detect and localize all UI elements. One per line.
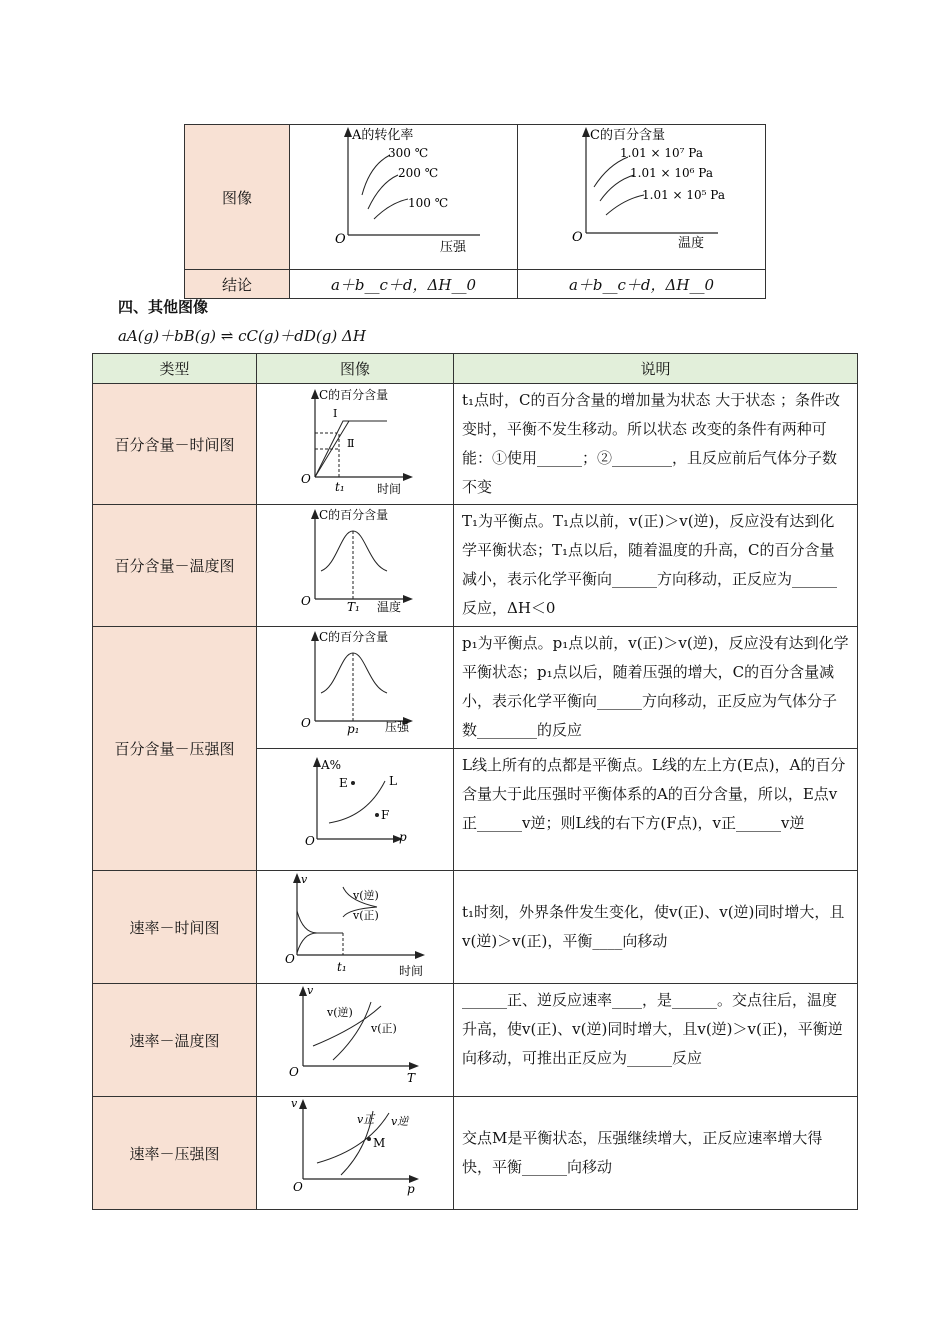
g5-tick: t₁ bbox=[337, 960, 347, 974]
g5-c1: v(逆) bbox=[353, 889, 379, 902]
g2-origin: O bbox=[301, 594, 311, 608]
row-desc: T₁为平衡点。T₁点以前，v(正)＞v(逆)，反应没有达到化学平衡状态；T₁点以后，随着温度的升高，C的百分含量减小，表示化学平衡向______方向移动，正反应为______反应，ΔH＜0 bbox=[454, 505, 858, 627]
g7-xlabel: p bbox=[407, 1182, 415, 1196]
g6-xlabel: T bbox=[407, 1071, 416, 1085]
g1-label1: Ⅰ bbox=[333, 407, 338, 420]
g2-xlabel: 温度 bbox=[377, 600, 402, 614]
rate-pressure-graph bbox=[257, 1097, 453, 1205]
g1-ylabel: C的百分含量 bbox=[319, 388, 389, 402]
row-type: 百分含量－压强图 bbox=[93, 627, 257, 871]
g7-point: M bbox=[373, 1136, 386, 1150]
percent-temperature-curve-graph bbox=[257, 505, 453, 622]
top-row2-label: 结论 bbox=[185, 270, 290, 299]
row-desc: L线上所有的点都是平衡点。L线的左上方(E点)，A的百分含量大于此压强时平衡体系的A的百分含量，所以，E点v正______v逆；则L线的右下方(F点)，v正______v逆 bbox=[454, 749, 858, 871]
left-curve-200: 200 ℃ bbox=[398, 166, 439, 180]
row-graph-cell bbox=[257, 871, 454, 984]
g1-origin: O bbox=[301, 472, 311, 486]
g4-xlabel: p bbox=[399, 830, 407, 844]
left-ylabel: A的转化率 bbox=[352, 128, 414, 143]
g2-ylabel: C的百分含量 bbox=[319, 508, 389, 522]
g1-xlabel: 时间 bbox=[377, 482, 402, 496]
row-graph-cell bbox=[257, 984, 454, 1097]
right-conclusion: a＋b__c＋d，ΔH__0 bbox=[518, 270, 766, 299]
percent-temperature-graph bbox=[518, 125, 765, 265]
row-type: 百分含量－温度图 bbox=[93, 505, 257, 627]
g3-ylabel: C的百分含量 bbox=[319, 630, 389, 644]
top-left-graph-cell bbox=[290, 125, 518, 270]
g7-c1: v正 bbox=[357, 1113, 375, 1126]
left-origin: O bbox=[335, 232, 346, 247]
right-curve-5: 1.01 × 10⁵ Pa bbox=[642, 188, 725, 202]
right-origin: O bbox=[572, 230, 583, 245]
g6-ylabel: v bbox=[307, 984, 314, 997]
row-graph-cell bbox=[257, 1097, 454, 1210]
left-curve-100: 100 ℃ bbox=[408, 196, 449, 210]
row-graph-cell bbox=[257, 627, 454, 749]
row-graph-cell bbox=[257, 749, 454, 871]
row-type: 速率－压强图 bbox=[93, 1097, 257, 1210]
g6-c1: v(逆) bbox=[327, 1006, 353, 1019]
left-curve-300: 300 ℃ bbox=[388, 146, 429, 160]
g4-origin: O bbox=[305, 834, 315, 848]
row-desc: p₁为平衡点。p₁点以前，v(正)＞v(逆)，反应没有达到化学平衡状态；p₁点以后，随着压强的增大，C的百分含量减小，表示化学平衡向______方向移动，正反应为气体分子数________的反应 bbox=[454, 627, 858, 749]
g5-ylabel: v bbox=[301, 873, 308, 886]
g7-ylabel: v bbox=[291, 1097, 298, 1110]
top-right-graph-cell bbox=[518, 125, 766, 270]
main-table bbox=[92, 353, 858, 1210]
header-desc: 说明 bbox=[454, 354, 858, 384]
g4-line: L bbox=[389, 774, 397, 788]
g6-c2: v(正) bbox=[371, 1022, 397, 1035]
g3-tick: p₁ bbox=[347, 722, 360, 736]
section-title: 四、其他图像 bbox=[118, 298, 209, 316]
g5-c2: v(正) bbox=[353, 909, 379, 922]
g4-point-e: E bbox=[339, 776, 348, 790]
row-desc: t₁时刻，外界条件发生变化，使v(正)、v(逆)同时增大，且v(逆)＞v(正)，平衡____向移动 bbox=[454, 871, 858, 984]
right-xlabel: 温度 bbox=[678, 236, 705, 251]
g4-ylabel: A% bbox=[321, 758, 342, 772]
top-row1-label: 图像 bbox=[185, 125, 290, 270]
g7-origin: O bbox=[293, 1180, 303, 1194]
g3-origin: O bbox=[301, 716, 311, 730]
row-desc: 交点M是平衡状态，压强继续增大，正反应速率增大得快，平衡______向移动 bbox=[454, 1097, 858, 1210]
g7-c2: v逆 bbox=[391, 1115, 409, 1128]
percent-pressure-graph bbox=[257, 627, 453, 744]
g4-point-f: F bbox=[381, 808, 390, 822]
header-type: 类型 bbox=[93, 354, 257, 384]
row-type: 速率－时间图 bbox=[93, 871, 257, 984]
g3-xlabel: 压强 bbox=[385, 720, 410, 734]
rate-time-graph bbox=[257, 871, 453, 979]
g1-label2: Ⅱ bbox=[347, 437, 355, 450]
row-graph-cell bbox=[257, 505, 454, 627]
g2-tick: T₁ bbox=[347, 600, 360, 614]
right-ylabel: C的百分含量 bbox=[590, 128, 665, 143]
right-curve-6: 1.01 × 10⁶ Pa bbox=[630, 166, 713, 180]
header-graph: 图像 bbox=[257, 354, 454, 384]
left-conclusion: a＋b__c＋d，ΔH__0 bbox=[290, 270, 518, 299]
g6-origin: O bbox=[289, 1065, 299, 1079]
g5-origin: O bbox=[285, 952, 295, 966]
right-curve-7: 1.01 × 10⁷ Pa bbox=[620, 146, 703, 160]
conversion-pressure-graph bbox=[290, 125, 517, 265]
row-type: 速率－温度图 bbox=[93, 984, 257, 1097]
row-desc: ______正、逆反应速率____，是______。交点往后，温度升高，使v(正)、v(逆)同时增大，且v(逆)＞v(正)，平衡逆向移动，可推出正反应为______反应 bbox=[454, 984, 858, 1097]
rate-temperature-graph bbox=[257, 984, 453, 1092]
equation: aA(g)＋bB(g) ⇌ cC(g)＋dD(g) ΔH bbox=[118, 327, 366, 345]
g1-tick: t₁ bbox=[335, 480, 345, 494]
a-percent-pressure-graph bbox=[257, 749, 453, 866]
g5-xlabel: 时间 bbox=[399, 964, 424, 978]
row-type: 百分含量－时间图 bbox=[93, 384, 257, 505]
row-graph-cell bbox=[257, 384, 454, 505]
top-table bbox=[184, 124, 766, 299]
percent-time-graph bbox=[257, 385, 453, 499]
left-xlabel: 压强 bbox=[440, 240, 467, 255]
row-desc: t₁点时，C的百分含量的增加量为状态 大于状态 ；条件改变时，平衡不发生移动。所以状态 改变的条件有两种可能：①使用______；②________，且反应前后气体分子数不变 bbox=[454, 384, 858, 505]
